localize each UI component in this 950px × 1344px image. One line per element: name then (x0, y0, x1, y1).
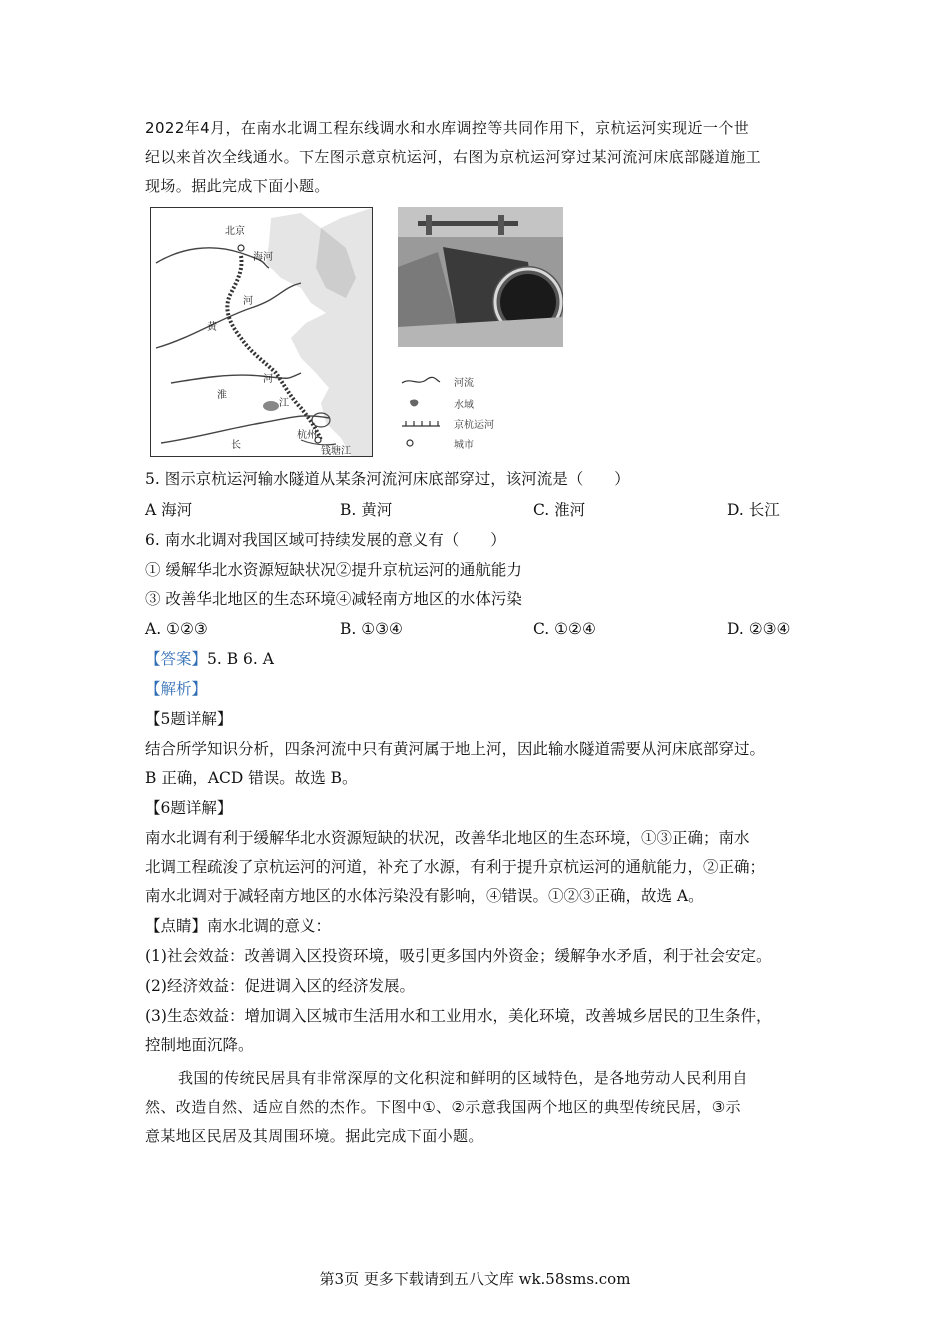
q5-detail-heading: 【5题详解】 (145, 710, 233, 728)
label-hangzhou: 杭州 (297, 430, 317, 441)
q6-statement-2: ③ 改善华北地区的生态环境④减轻南方地区的水体污染 (145, 590, 522, 608)
q6-option-a: A. ①②③ (145, 620, 208, 638)
answer-text: 5. B 6. A (207, 650, 274, 668)
next-passage-line-2: 然、改造自然、适应自然的杰作。下图中①、②示意我国两个地区的典型传统民居，③示 (145, 1098, 741, 1116)
q6-option-b: B. ①③④ (340, 620, 403, 638)
intro-line-3: 现场。据此完成下面小题。 (145, 177, 330, 195)
legend-city-label: 城市 (454, 440, 474, 451)
label-huang: 黄 (207, 322, 217, 333)
legend-water (398, 396, 578, 410)
label-he-1: 河 (243, 296, 253, 307)
q5-option-b: B. 黄河 (340, 501, 393, 519)
legend-water-label: 水域 (454, 400, 474, 411)
q6-option-d: D. ②③④ (727, 620, 791, 638)
q5-option-a: A 海河 (145, 501, 193, 519)
q6-detail-line-3: 南水北调对于减轻南方地区的水体污染没有影响，④错误。①②③正确，故选 A。 (145, 887, 704, 905)
point-2: (2)经济效益：促进调入区的经济发展。 (145, 977, 415, 995)
legend-river (398, 374, 578, 388)
legend-canal (398, 416, 578, 430)
map-legend (398, 372, 578, 452)
legend-city-icon (398, 436, 442, 450)
tunnel-photo-drawing (398, 207, 563, 347)
q5-stem: 5. 图示京杭运河输水隧道从某条河流河床底部穿过，该河流是（ ） (145, 470, 630, 488)
next-passage-line-1: 我国的传统民居具有非常深厚的文化积淀和鲜明的区域特色，是各地劳动人民利用自 (178, 1069, 748, 1087)
label-huai: 淮 (217, 390, 227, 401)
legend-canal-label: 京杭运河 (454, 420, 494, 431)
label-jiang: 江 (279, 398, 289, 409)
label-qiantangjiang: 钱塘江 (321, 446, 351, 457)
grand-canal-map (150, 207, 373, 457)
q5-option-d: D. 长江 (727, 501, 780, 519)
answer-tag: 【答案】 (145, 650, 208, 668)
point-heading: 【点睛】南水北调的意义： (145, 917, 332, 935)
legend-canal-icon (398, 416, 442, 430)
beijing-dot (238, 245, 244, 251)
q6-detail-line-1: 南水北调有利于缓解华北水资源短缺的状况，改善华北地区的生态环境，①③正确；南水 (145, 829, 750, 847)
point-3-line-2: 控制地面沉降。 (145, 1036, 254, 1054)
q6-statement-1: ① 缓解华北水资源短缺状况②提升京杭运河的通航能力 (145, 561, 522, 579)
q6-detail-heading: 【6题详解】 (145, 799, 233, 817)
page-footer: 第3页 更多下载请到五八文库 wk.58sms.com (319, 1270, 631, 1288)
answer-line (145, 649, 274, 669)
legend-city (398, 436, 578, 450)
point-3-line-1: (3)生态效益：增加调入区城市生活用水和工业用水，美化环境，改善城乡居民的卫生条件， (145, 1007, 772, 1025)
analysis-tag: 【解析】 (145, 680, 208, 698)
intro-line-1: 2022年4月，在南水北调工程东线调水和水库调控等共同作用下，京杭运河实现近一个世 (145, 119, 750, 137)
lake-1 (263, 401, 279, 411)
point-1: (1)社会效益：改善调入区投资环境，吸引更多国内外资金；缓解争水矛盾，利于社会安定。 (145, 947, 772, 965)
legend-water-icon (398, 396, 442, 410)
q6-detail-line-2: 北调工程疏浚了京杭运河的河道，补充了水源，有利于提升京杭运河的通航能力，②正确； (145, 858, 766, 876)
intro-line-2: 纪以来首次全线通水。下左图示意京杭运河，右图为京杭运河穿过某河流河床底部隧道施工 (145, 148, 762, 166)
yellow-river (156, 283, 301, 348)
label-beijing: 北京 (225, 226, 245, 237)
q6-stem: 6. 南水北调对我国区域可持续发展的意义有（ ） (145, 531, 506, 549)
q5-detail-line-1: 结合所学知识分析，四条河流中只有黄河属于地上河，因此输水隧道需要从河床底部穿过。 (145, 740, 766, 758)
label-chang: 长 (231, 440, 241, 451)
legend-river-label: 河流 (454, 378, 474, 389)
label-haihe: 海河 (253, 252, 273, 263)
legend-river-icon (398, 374, 442, 388)
q5-option-c: C. 淮河 (533, 501, 586, 519)
q6-option-c: C. ①②④ (533, 620, 596, 638)
q5-detail-line-2: B 正确，ACD 错误。故选 B。 (145, 769, 358, 787)
map-drawing (151, 208, 372, 456)
tunnel-photo (398, 207, 563, 347)
label-he-2: 河 (263, 374, 273, 385)
next-passage-line-3: 意某地区民居及其周围环境。据此完成下面小题。 (145, 1127, 484, 1145)
